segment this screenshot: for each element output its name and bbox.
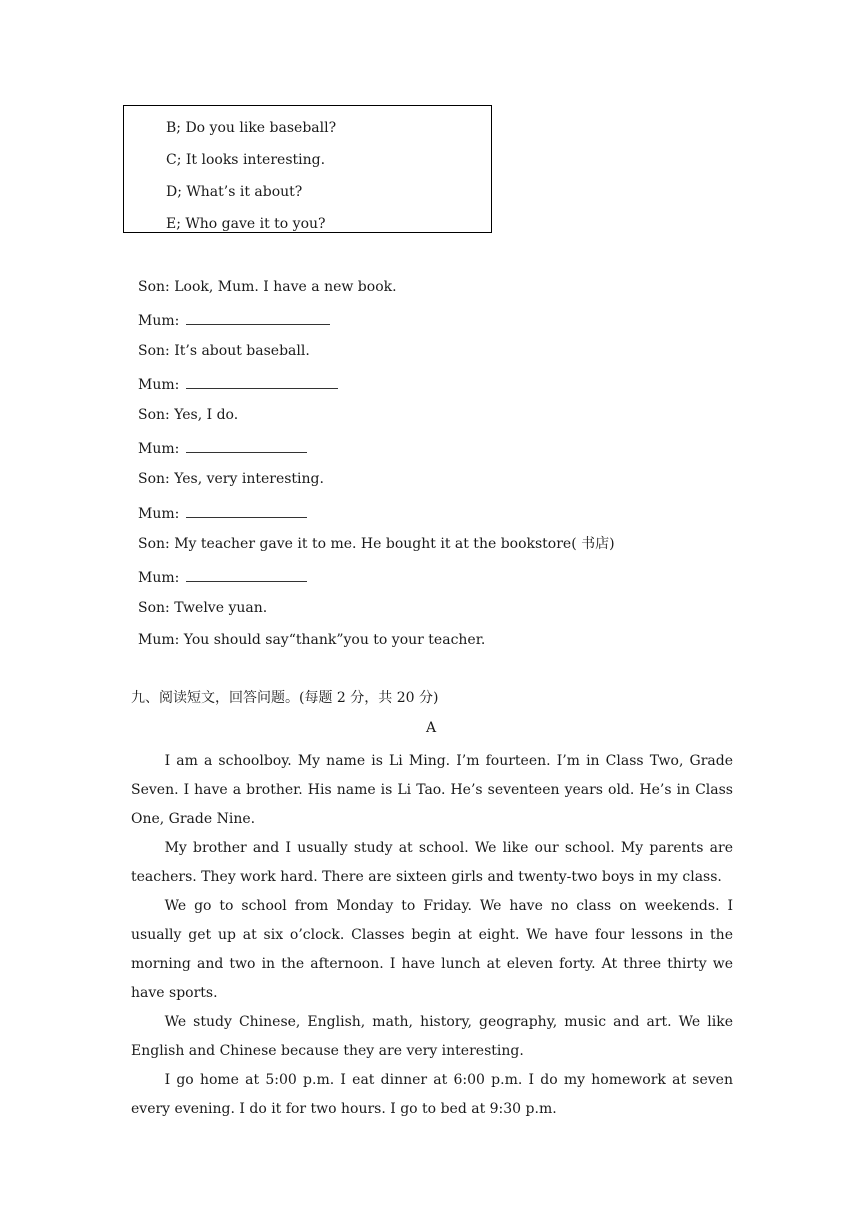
dialog-line — [138, 631, 485, 649]
dialog-line — [138, 535, 615, 553]
line-text: My teacher gave it to me. He bought it at the bookstore( 书店) — [174, 536, 615, 552]
dialog-line — [138, 342, 310, 360]
dialog-line — [138, 438, 307, 458]
speaker: Son: — [138, 279, 170, 295]
options-box — [123, 105, 492, 233]
speaker: Son: — [138, 407, 170, 423]
line-text: Yes, I do. — [174, 407, 239, 423]
paragraph: We study Chinese, English, math, history, geography, music and art. We like English and Chinese because they are very interesting. — [131, 1014, 733, 1059]
dialog-line — [138, 406, 238, 424]
line-text: It’s about baseball. — [174, 343, 310, 359]
speaker: Mum: — [138, 441, 180, 457]
speaker: Mum: — [138, 313, 180, 329]
passage-label: A — [426, 720, 437, 736]
speaker: Mum: — [138, 570, 180, 586]
dialog-line — [138, 278, 397, 296]
option-e: E; Who gave it to you? — [166, 216, 326, 232]
dialog-line — [138, 310, 330, 330]
passage — [131, 747, 733, 1124]
answer-blank[interactable] — [186, 438, 307, 453]
line-text: Twelve yuan. — [174, 600, 268, 616]
paragraph: I am a schoolboy. My name is Li Ming. I’m fourteen. I’m in Class Two, Grade Seven. I have a brother. His name is Li Tao. He’s seventeen years old. He’s in Class One, Grade Nine. — [131, 753, 733, 827]
speaker: Son: — [138, 536, 170, 552]
dialog-line — [138, 567, 307, 587]
line-text: Look, Mum. I have a new book. — [174, 279, 397, 295]
dialog-line — [138, 503, 307, 523]
dialog-line — [138, 599, 267, 617]
speaker: Son: — [138, 471, 170, 487]
answer-blank[interactable] — [186, 374, 338, 389]
dialog-line — [138, 470, 324, 488]
line-text: Yes, very interesting. — [174, 471, 324, 487]
option-c: C; It looks interesting. — [166, 152, 326, 168]
section-heading: 九、阅读短文，回答问题。(每题 2 分，共 20 分) — [131, 690, 439, 706]
speaker: Mum: — [138, 632, 180, 648]
answer-blank[interactable] — [186, 503, 307, 518]
speaker: Mum: — [138, 506, 180, 522]
line-text: You should say“thank”you to your teacher. — [183, 632, 486, 648]
speaker: Son: — [138, 343, 170, 359]
paragraph: We go to school from Monday to Friday. We have no class on weekends. I usually get up at six o’clock. Classes begin at eight. We have four lessons in the morning and two in the afternoon. I have lunch at eleven forty. At three thirty we have sports. — [131, 898, 733, 1001]
dialog-line — [138, 374, 338, 394]
speaker: Mum: — [138, 377, 180, 393]
speaker: Son: — [138, 600, 170, 616]
answer-blank[interactable] — [186, 567, 307, 582]
paragraph: I go home at 5:00 p.m. I eat dinner at 6:00 p.m. I do my homework at seven every evening. I do it for two hours. I go to bed at 9:30 p.m. — [131, 1072, 733, 1117]
option-b: B; Do you like baseball? — [166, 120, 337, 136]
option-d: D; What’s it about? — [166, 184, 303, 200]
answer-blank[interactable] — [186, 310, 330, 325]
paragraph: My brother and I usually study at school. We like our school. My parents are teachers. They work hard. There are sixteen girls and twenty-two boys in my class. — [131, 840, 733, 885]
